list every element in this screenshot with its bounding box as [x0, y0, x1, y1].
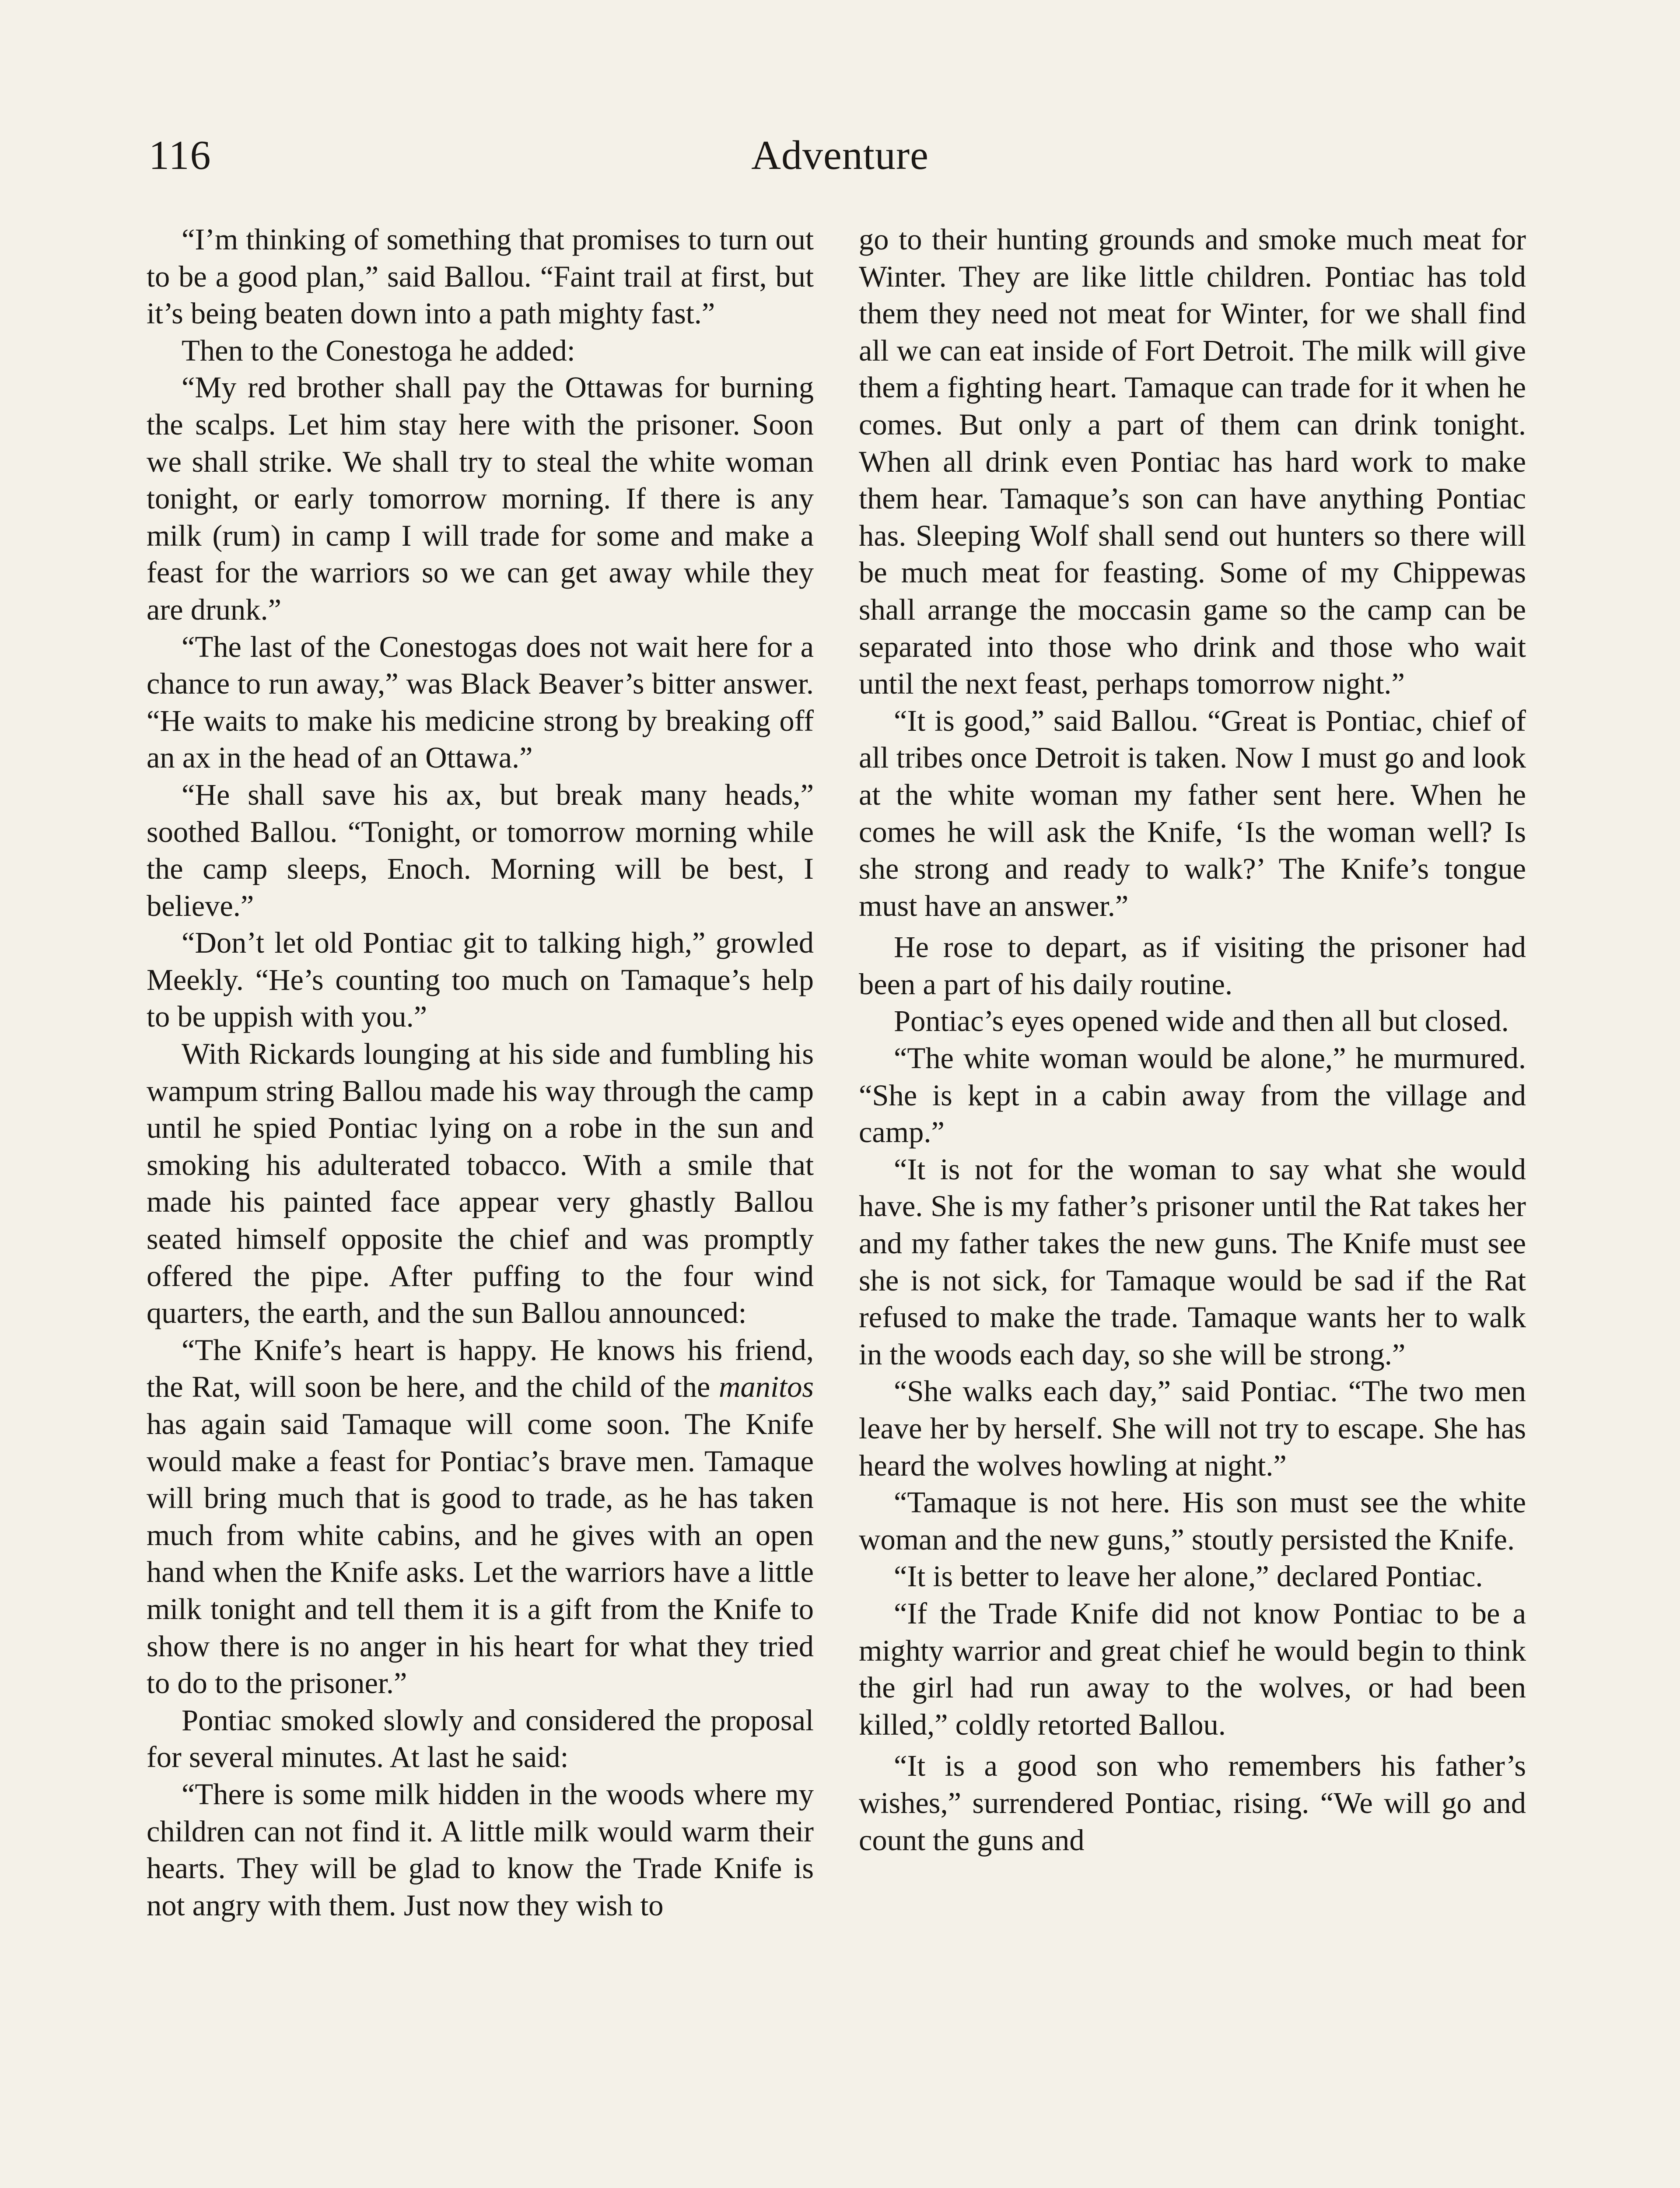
paragraph: “He shall save his ax, but break many heads,” soothed Ballou. “Tonight, or tomorrow morning while the camp sleeps, Enoch. Morning will be best, I believe.”: [147, 778, 814, 922]
paragraph: “It is better to leave her alone,” declared Pontiac.: [894, 1560, 1483, 1593]
paragraph: “She walks each day,” said Pontiac. “The two men leave her by herself. She will not try to escape. She has heard the wolves howling at night.”: [859, 1375, 1526, 1482]
paragraph: “If the Trade Knife did not know Pontiac to be a mighty warrior and great chief he would begin to think the girl had run away to the wolves, or had been killed,” coldly retorted Ballou.: [859, 1596, 1526, 1741]
left-column: [147, 221, 814, 1924]
paragraph: “The white woman would be alone,” he murmured. “She is kept in a cabin away from the village and camp.”: [859, 1041, 1526, 1149]
paragraph: “There is some milk hidden in the woods where my children can not find it. A little milk would warm their hearts. They will be glad to know the Trade Knife is not angry with them. Just now they wish to: [147, 1777, 814, 1922]
paragraph: “Tamaque is not here. His son must see the white woman and the new guns,” stoutly persisted the Knife.: [859, 1486, 1526, 1556]
paragraph: “My red brother shall pay the Ottawas for burning the scalps. Let him stay here with the prisoner. Soon we shall strike. We shall try to steal the white woman tonight, or early tomorrow morning. If there is any milk (rum) in camp I will trade for some and make a feast for the warriors so we can get away while they are drunk.”: [147, 371, 814, 626]
paragraph: Pontiac smoked slowly and considered the proposal for several minutes. At last he said:: [147, 1703, 814, 1774]
page-header: [149, 127, 1531, 193]
right-column: [859, 221, 1526, 1858]
paragraph: “It is good,” said Ballou. “Great is Pontiac, chief of all tribes once Detroit is taken. Now I must go and look at the white woman my father sent here. When he comes he will ask the Knife, ‘Is the woman well? Is she strong and ready to walk?’ The Knife’s tongue must have an answer.”: [859, 704, 1526, 922]
paragraph: “The Knife’s heart is happy. He knows his friend, the Rat, will soon be here, and the child of the manitos has again said Tamaque will come soon. The Knife would make a feast for Pontiac’s brave men. Tamaque will bring much that is good to trade, as he has taken much from white cabins, and he gives with an open hand when the Knife asks. Let the warriors have a little milk tonight and tell them it is a gift from the Knife to show there is no anger in his heart for what they tried to do to the prisoner.”: [147, 1333, 814, 1700]
paragraph: “It is a good son who remembers his father’s wishes,” surrendered Pontiac, rising. “We will go and count the guns and: [859, 1749, 1526, 1857]
running-title: Adventure: [751, 133, 929, 178]
paragraph: With Rickards lounging at his side and fumbling his wampum string Ballou made his way through the camp until he spied Pontiac lying on a robe in the sun and smoking his adulterated tobacco. With a smile that made his painted face appear very ghastly Ballou seated himself opposite the chief and was promptly offered the pipe. After puffing to the four wind quarters, the earth, and the sun Ballou announced:: [147, 1037, 814, 1330]
page-number: 116: [149, 133, 212, 178]
paragraph: He rose to depart, as if visiting the prisoner had been a part of his daily routine.: [859, 930, 1526, 1001]
paragraph: Pontiac’s eyes opened wide and then all but closed.: [894, 1004, 1509, 1038]
paragraph: “The last of the Conestogas does not wait here for a chance to run away,” was Black Beaver’s bitter answer. “He waits to make his medicine strong by breaking off an ax in the head of an Ottawa.”: [147, 630, 814, 775]
paragraph: Then to the Conestoga he added:: [182, 333, 575, 367]
paragraph: “I’m thinking of something that promises to turn out to be a good plan,” said Ballou. “Faint trail at first, but it’s being beaten down into a path mighty fast.”: [147, 223, 814, 330]
italic-word: manitos: [719, 1370, 814, 1404]
paragraph: “Don’t let old Pontiac git to talking high,” growled Meekly. “He’s counting too much on Tamaque’s help to be uppish with you.”: [147, 926, 814, 1034]
paragraph-continued: go to their hunting grounds and smoke much meat for Winter. They are like little children. Pontiac has told them they need not meat for Winter, for we shall find all we can eat inside of Fort Detroit. The milk will give them a fighting heart. Tamaque can trade for it when he comes. But only a part of them can drink tonight. When all drink even Pontiac has hard work to make them hear. Tamaque’s son can have anything Pontiac has. Sleeping Wolf shall send out hunters so there will be much meat for feasting. Some of my Chippewas shall arrange the moccasin game so the camp can be separated into those who drink and those who wait until the next feast, perhaps tomorrow night.”: [859, 223, 1526, 701]
paragraph: “It is not for the woman to say what she would have. She is my father’s prisoner until the Rat takes her and my father takes the new guns. The Knife must see she is not sick, for Tamaque would be sad if the Rat refused to make the trade. Tamaque wants her to walk in the woods each day, so she will be strong.”: [859, 1152, 1526, 1371]
